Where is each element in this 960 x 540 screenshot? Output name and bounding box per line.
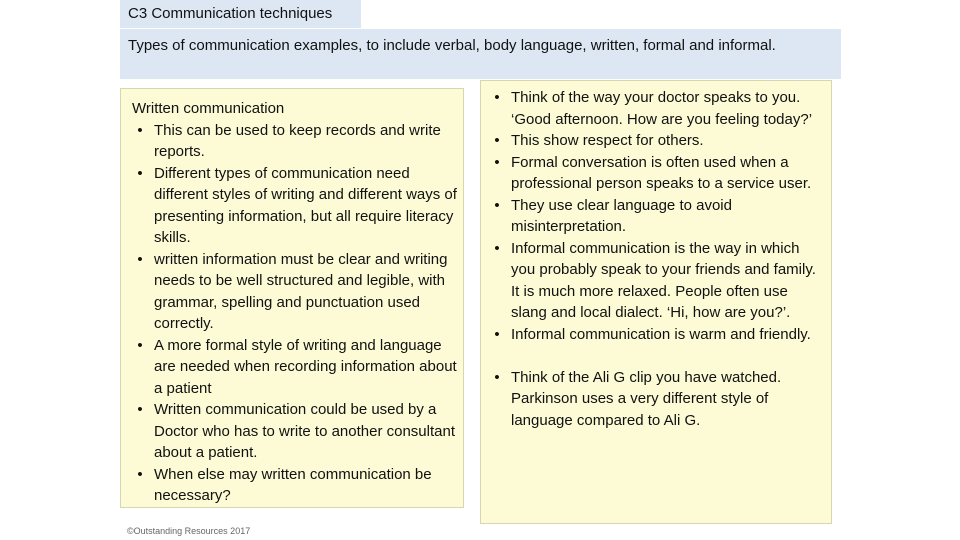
bullet-icon: • [137,250,143,268]
list-item [489,87,827,130]
list-item [132,464,457,507]
bullet-icon: • [494,239,500,257]
written-communication-list [132,120,457,507]
bullet-icon: • [494,325,500,343]
bullet-icon: • [137,465,143,483]
list-item [132,399,457,464]
bullet-icon: • [494,196,500,214]
written-communication-panel [120,88,464,508]
verbal-communication-list [489,87,827,345]
slide-title: C3 Communication techniques [120,0,361,28]
list-item-text: Informal communication is the way in which you probably speak to your friends and family. It is much more relaxed. People often use slang and local dialect. ‘Hi, how are you?’. [511,239,816,321]
list-item [132,249,457,335]
bullet-icon: • [137,121,143,139]
list-item [489,195,827,238]
list-item [132,335,457,400]
list-item-text: This show respect for others. [511,132,704,149]
bullet-icon: • [137,164,143,182]
bullet-icon: • [137,401,143,418]
list-item-text: When else may written communication be necessary? [154,465,432,504]
bullet-icon: • [494,368,500,386]
bullet-icon: • [494,153,500,171]
list-item [489,238,827,324]
list-item-text: They use clear language to avoid misinterpretation. [511,196,732,235]
list-item [132,163,457,249]
list-item [132,120,457,163]
list-item-text: Think of the way your doctor speaks to you. ‘Good afternoon. How are you feeling today?’ [511,89,813,128]
bullet-icon: • [494,89,500,106]
list-item [489,367,827,432]
ali-g-note-list [489,367,827,432]
copyright-footer: ©Outstanding Resources 2017 [127,526,251,536]
spacer [489,345,827,367]
verbal-communication-panel [480,80,832,524]
list-item-text: Written communication could be used by a Doctor who has to write to another consultant about a patient. [154,401,455,461]
bullet-icon: • [494,132,500,149]
list-item-text: This can be used to keep records and write reports. [154,121,441,160]
list-item-text: written information must be clear and writing needs to be well structured and legible, with grammar, spelling and punctuation used correctly. [154,250,448,332]
list-item [489,324,827,346]
list-item-text: A more formal style of writing and language are needed when recording information about a patient [154,336,457,397]
bullet-icon: • [137,336,143,354]
list-item-text: Formal conversation is often used when a professional person speaks to a service user. [511,153,812,192]
list-item-text: Different types of communication need different styles of writing and different ways of presenting information, but all require literacy skills. [154,164,457,246]
list-item-text: Informal communication is warm and friendly. [511,325,811,343]
slide-subtitle: Types of communication examples, to include verbal, body language, written, formal and informal. [120,29,841,79]
list-item [489,130,827,152]
list-item-text: Think of the Ali G clip you have watched. Parkinson uses a very different style of language compared to Ali G. [511,368,782,429]
list-item [489,152,827,195]
panel-heading: Written communication [132,100,285,117]
